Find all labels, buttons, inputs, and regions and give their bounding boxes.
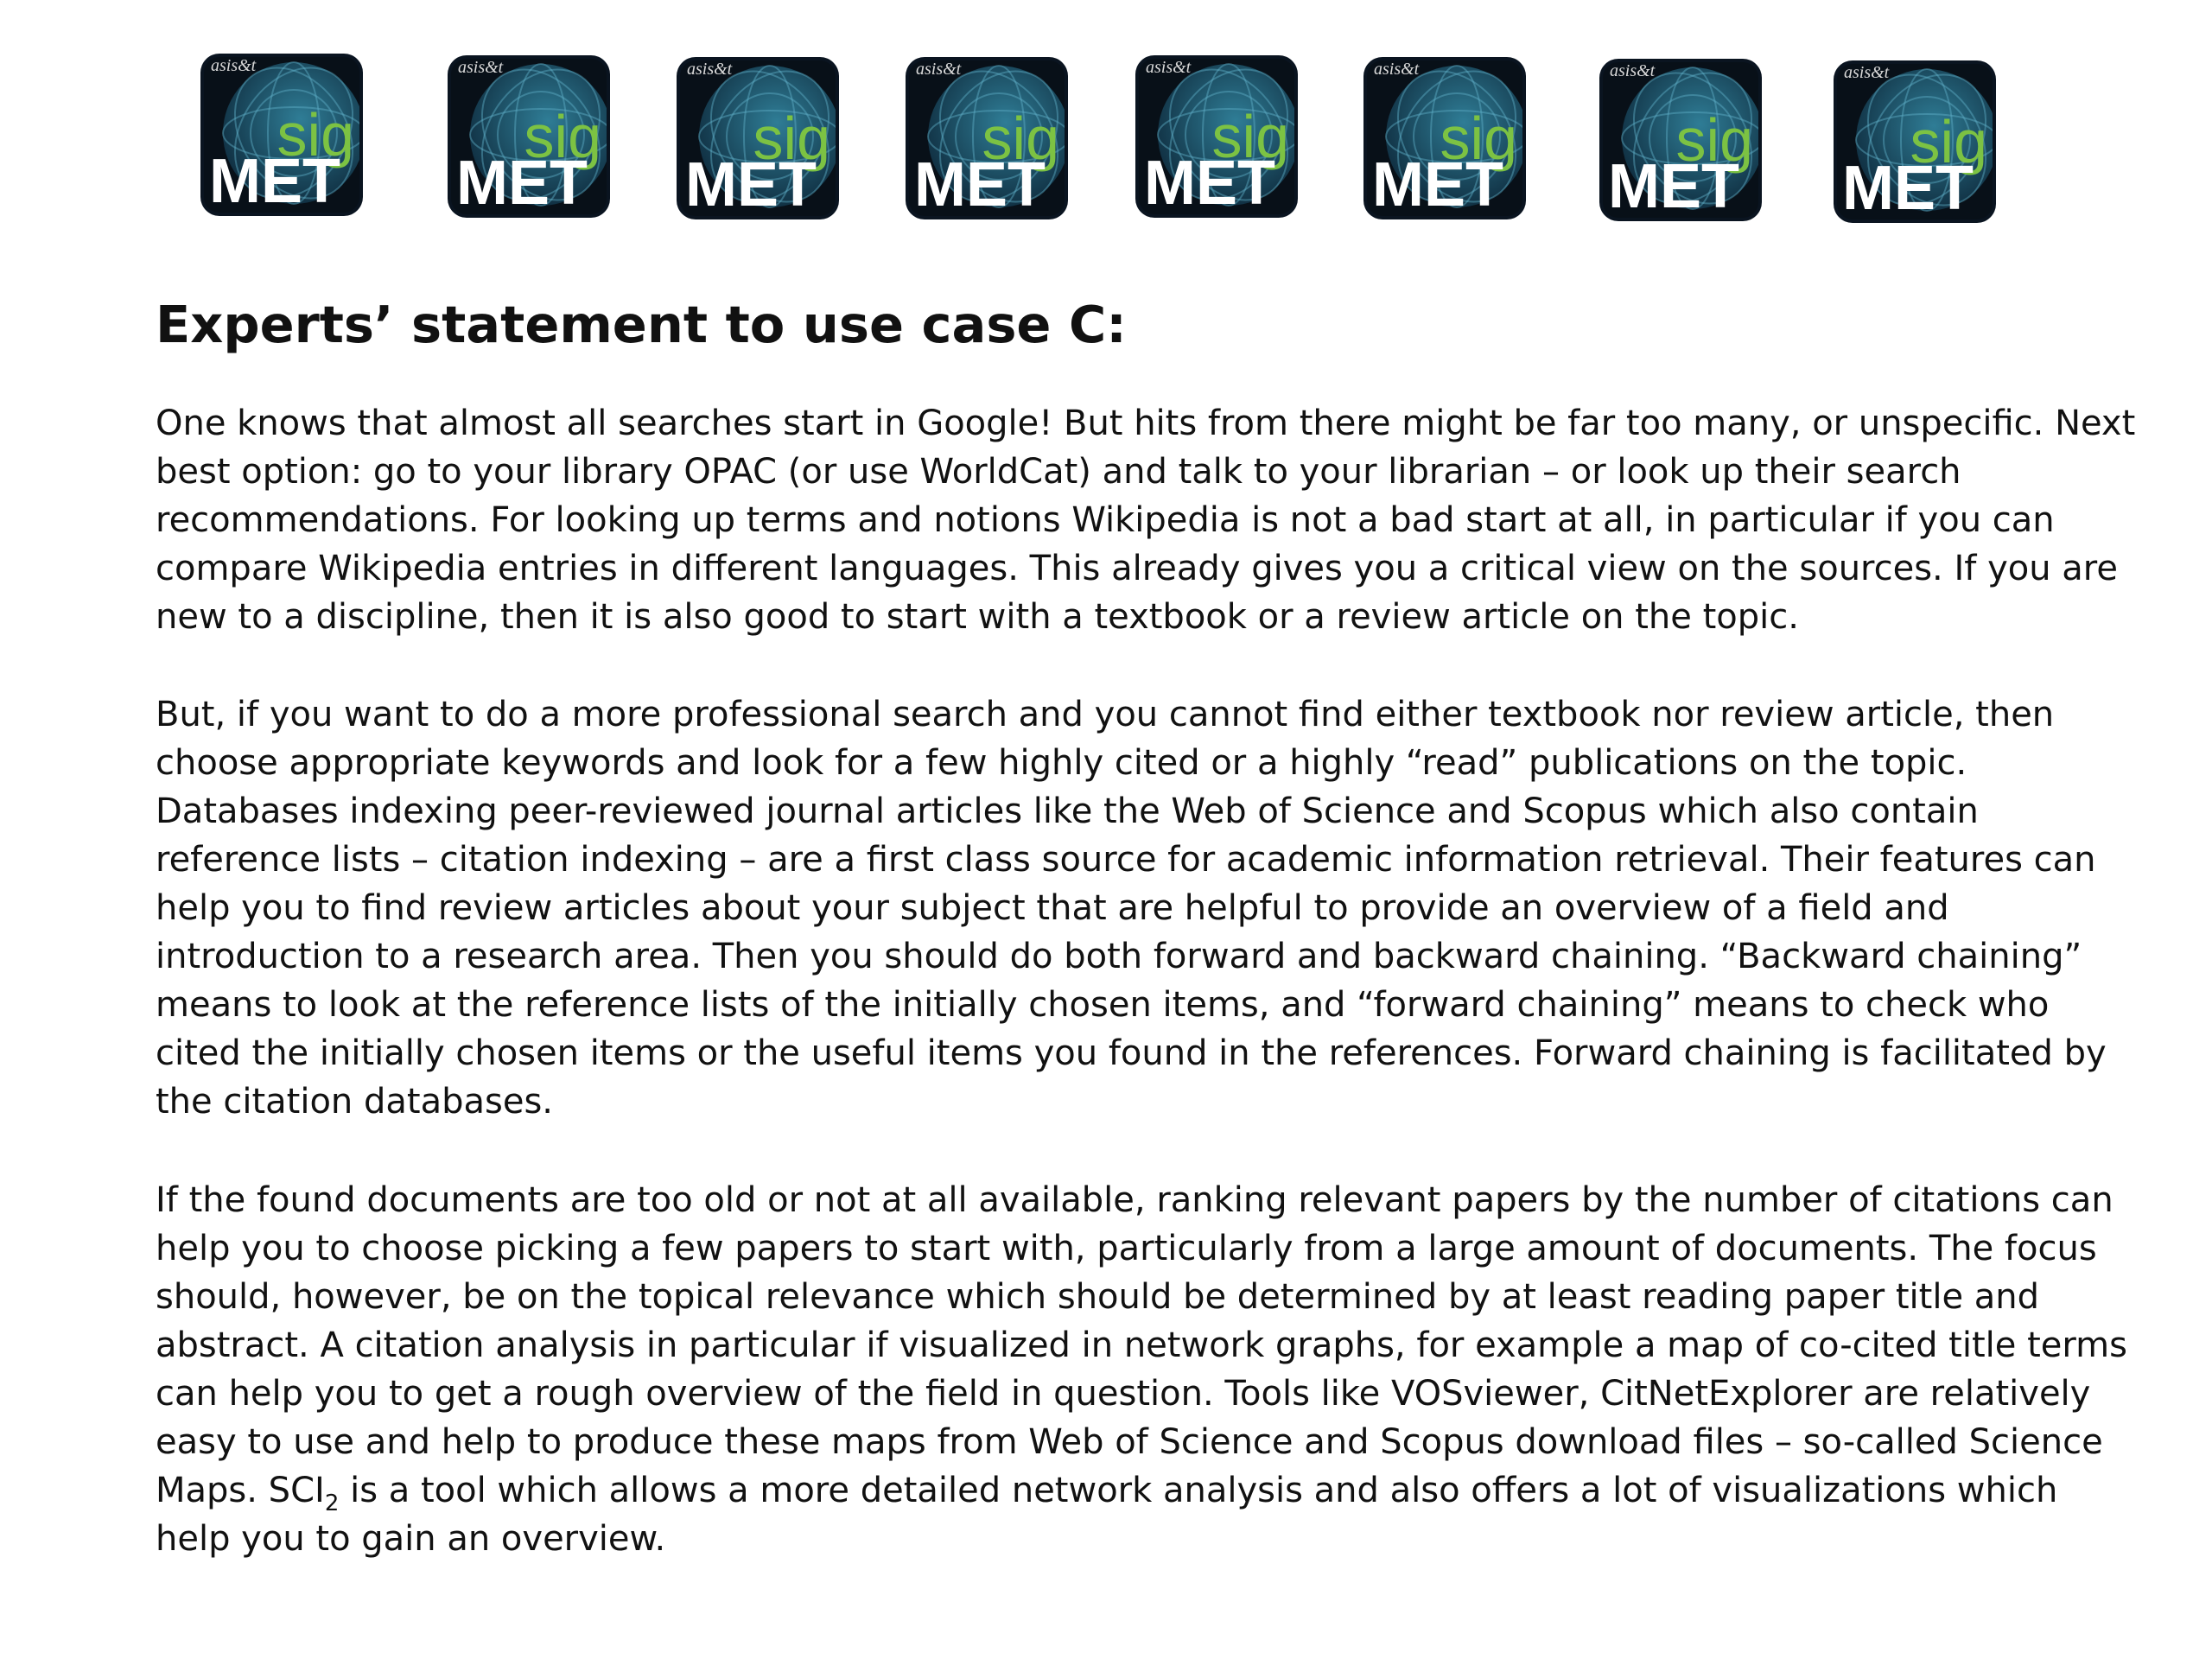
text-line: help you to find review articles about your subject that are helpful to provide an overview of a field and <box>156 888 1949 928</box>
logo-asist-text: asis&t <box>687 60 733 79</box>
logo-met-text: MET <box>914 150 1046 219</box>
logo-met-text: MET <box>456 149 588 218</box>
sci-prefix-text: Maps. SCI <box>156 1471 325 1510</box>
text-line: help you to choose picking a few papers to start with, particularly from a large amount of documents. The focus <box>156 1229 2097 1268</box>
sigmet-logo <box>1599 59 1762 221</box>
logo-asist-text: asis&t <box>211 56 257 75</box>
text-line: help you to gain an overview. <box>156 1519 666 1559</box>
logo-met-text: MET <box>1144 149 1275 218</box>
logo-asist-text: asis&t <box>1610 61 1656 80</box>
text-line: cited the initially chosen items or the useful items you found in the references. Forward chaining is facilitated by <box>156 1033 2107 1073</box>
logo-sig-text: sig <box>1910 108 1987 175</box>
text-line: can help you to get a rough overview of the field in question. Tools like VOSviewer, CitNetExplorer are relatively <box>156 1374 2091 1414</box>
text-line: means to look at the reference lists of the initially chosen items, and “forward chaining” means to check who <box>156 985 2050 1025</box>
paragraph-1 <box>156 399 2136 641</box>
text-line: reference lists – citation indexing – are a first class source for academic information retrieval. Their features can <box>156 840 2096 880</box>
paragraph-2 <box>156 690 2107 1126</box>
paragraph-3 <box>156 1176 2127 1563</box>
logo-sig-text: sig <box>1675 106 1753 174</box>
text-line: abstract. A citation analysis in particular if visualized in network graphs, for example a map of co-cited title terms <box>156 1325 2127 1365</box>
logo-asist-text: asis&t <box>1374 60 1420 79</box>
logo-met-text: MET <box>1842 154 1974 223</box>
sigmet-logo <box>1363 57 1526 219</box>
text-line: But, if you want to do a more professional search and you cannot find either textbook nor review article, then <box>156 695 2055 734</box>
logo-met-text: MET <box>1608 152 1739 221</box>
text-line-sci2 <box>156 1466 2091 1515</box>
text-line: should, however, be on the topical relevance which should be determined by at least reading paper title and <box>156 1277 2040 1317</box>
logo-asist-text: asis&t <box>1146 58 1192 77</box>
logo-sig-text: sig <box>1440 105 1517 172</box>
logo-sig-text: sig <box>982 105 1059 172</box>
logo-met-text: MET <box>1372 150 1503 219</box>
logo-sig-text: sig <box>753 105 830 172</box>
logo-met-text: MET <box>685 150 817 219</box>
sigmet-logo <box>200 54 363 216</box>
text-line: new to a discipline, then it is also good to start with a textbook or a review article on the topic. <box>156 597 1799 637</box>
logo-asist-text: asis&t <box>458 58 504 77</box>
text-line: easy to use and help to produce these maps from Web of Science and Scopus download files – so-called Science <box>156 1422 2103 1462</box>
text-line: If the found documents are too old or not at all available, ranking relevant papers by the number of citations can <box>156 1180 2113 1220</box>
logo-met-text: MET <box>209 147 340 216</box>
text-line: the citation databases. <box>156 1082 553 1122</box>
sci-suffix-text: is a tool which allows a more detailed network analysis and also offers a lot of visualizations which <box>339 1471 2058 1510</box>
sigmet-logo <box>448 55 610 218</box>
document-title: Experts’ statement to use case C: <box>156 295 1127 354</box>
text-line: best option: go to your library OPAC (or use WorldCat) and talk to your librarian – or look up their search <box>156 452 1961 492</box>
logo-asist-text: asis&t <box>1844 63 1890 82</box>
text-line: Databases indexing peer-reviewed journal articles like the Web of Science and Scopus which also contain <box>156 791 1979 831</box>
sigmet-logo <box>677 57 839 219</box>
sigmet-logo <box>1834 60 1996 223</box>
logo-asist-text: asis&t <box>916 60 962 79</box>
text-line: One knows that almost all searches start in Google! But hits from there might be far too many, or unspecific. Next <box>156 404 2136 443</box>
sigmet-logo <box>1135 55 1298 218</box>
logo-sig-text: sig <box>1211 103 1289 170</box>
text-line: recommendations. For looking up terms and notions Wikipedia is not a bad start at all, in particular if you can <box>156 500 2055 540</box>
logo-sig-text: sig <box>276 101 354 168</box>
text-line: compare Wikipedia entries in different languages. This already gives you a critical view on the sources. If you are <box>156 549 2118 588</box>
logo-row <box>0 0 2212 233</box>
logo-sig-text: sig <box>524 103 601 170</box>
text-line: choose appropriate keywords and look for a few highly cited or a highly “read” publications on the topic. <box>156 743 1967 783</box>
sci-subscript: 2 <box>324 1491 340 1516</box>
sigmet-logo <box>906 57 1068 219</box>
text-line: introduction to a research area. Then you should do both forward and backward chaining. “Backward chaining” <box>156 937 2082 976</box>
